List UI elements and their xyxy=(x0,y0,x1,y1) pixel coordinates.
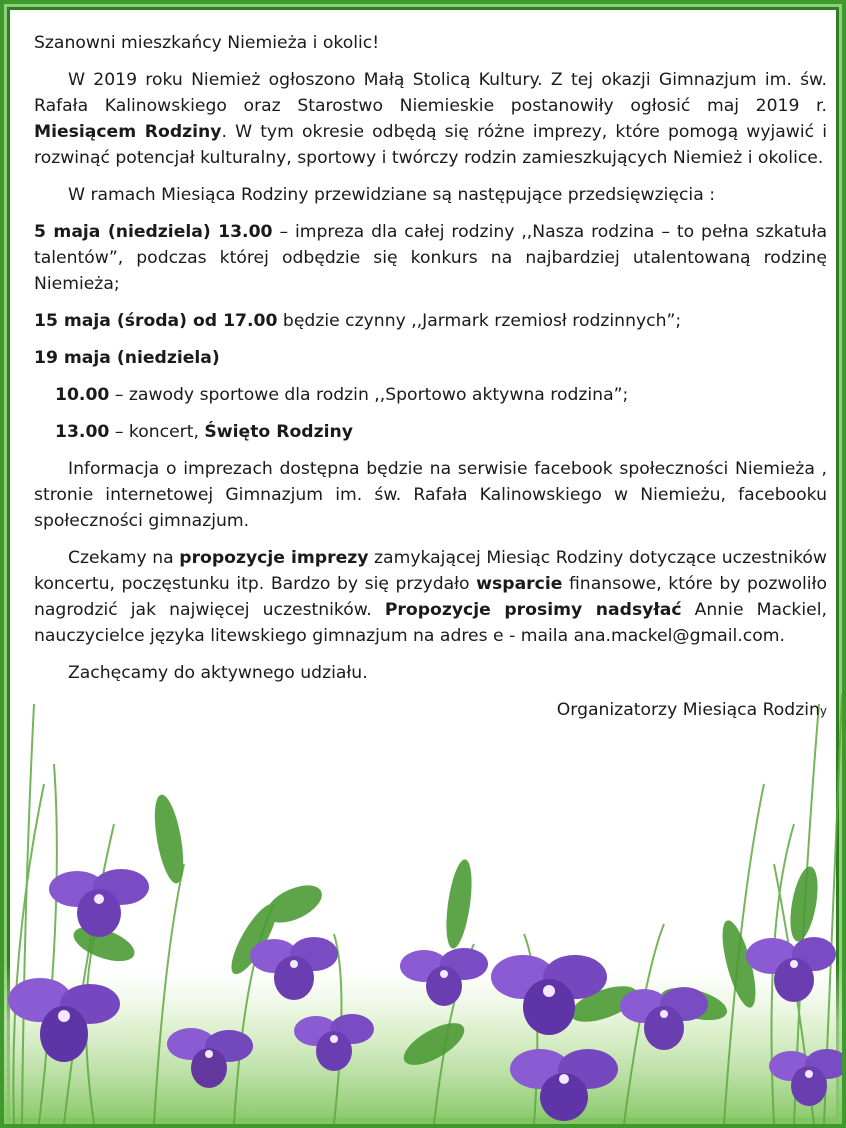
proposals-bold-1: propozycje imprezy xyxy=(179,548,369,568)
sports-text: – zawody sportowe dla rodzin ,,Sportowo aktywna rodzina”; xyxy=(109,385,629,405)
intro-text-2: . W tym okresie odbędą się różne imprezy, które pomogą wyjawić i rozwinąć potencjał kulturalny, sportowy i twórczy rodzin zamieszkujących Niemież i okolice. xyxy=(34,122,827,168)
concert-title: Święto Rodziny xyxy=(204,422,353,442)
program-intro: W ramach Miesiąca Rodziny przewidziane są następujące przedsięwzięcia : xyxy=(68,185,715,205)
signature xyxy=(34,697,827,724)
event-may-5 xyxy=(34,219,827,297)
intro-paragraph xyxy=(34,67,827,171)
proposals-paragraph xyxy=(34,545,827,649)
info-paragraph: Informacja o imprezach dostępna będzie na serwisie facebook społeczności Niemieża , stronie internetowej Gimnazjum im. św. Rafała Kalinowskiego w Niemieżu, facebooku społeczności gimnazjum. xyxy=(34,459,827,531)
proposals-bold-3: Propozycje prosimy nadsyłać xyxy=(384,600,682,620)
event-may-15-text: będzie czynny ,,Jarmark rzemiosł rodzinnych”; xyxy=(277,311,682,331)
proposals-text-b: zamykającej Miesiąc Rodziny dotyczące uczestników koncertu, poczęstunku itp. Bardzo by się przydało xyxy=(34,548,827,594)
intro-bold: Miesiącem Rodziny xyxy=(34,122,222,142)
event-may-19-concert xyxy=(34,419,827,445)
event-may-5-text: – impreza dla całej rodziny ,,Nasza rodzina – to pełna szkatuła talentów”, podczas której odbędzie się konkurs na najbardziej utalentowaną rodzinę Niemieża; xyxy=(34,222,827,294)
signature-text: Organizatorzy Miesiąca Rodzin xyxy=(556,700,820,720)
event-may-15-date: 15 maja (środa) od 17.00 xyxy=(34,311,278,331)
signature-last-letter: y xyxy=(819,704,827,718)
event-may-15 xyxy=(34,308,827,334)
proposals-text-a: Czekamy na xyxy=(68,548,180,568)
proposals-text-d: Annie Mackiel, nauczycielce języka litewskiego gimnazjum na adres e - maila ana.mackel@gmail.com. xyxy=(34,600,827,646)
greeting: Szanowni mieszkańcy Niemieża i okolic! xyxy=(34,33,380,53)
event-may-5-date: 5 maja (niedziela) 13.00 xyxy=(34,222,273,242)
proposals-bold-2: wsparcie xyxy=(476,574,563,594)
concert-text: – koncert, xyxy=(109,422,205,442)
intro-text: W 2019 roku Niemież ogłoszono Małą Stolicą Kultury. Z tej okazji Gimnazjum im. św. Rafała Kalinowskiego oraz Starostwo Niemieskie postanowiły ogłosić maj 2019 r. xyxy=(34,70,827,116)
event-may-19-sports xyxy=(34,382,827,408)
proposals-text-c: finansowe, które by pozwoliło nagrodzić jak najwięcej uczestników. xyxy=(34,574,827,620)
concert-time: 13.00 xyxy=(55,422,110,442)
sports-time: 10.00 xyxy=(55,385,110,405)
event-may-19-heading: 19 maja (niedziela) xyxy=(34,348,220,368)
letter-body xyxy=(34,30,827,735)
closing-line: Zachęcamy do aktywnego udziału. xyxy=(68,663,368,683)
